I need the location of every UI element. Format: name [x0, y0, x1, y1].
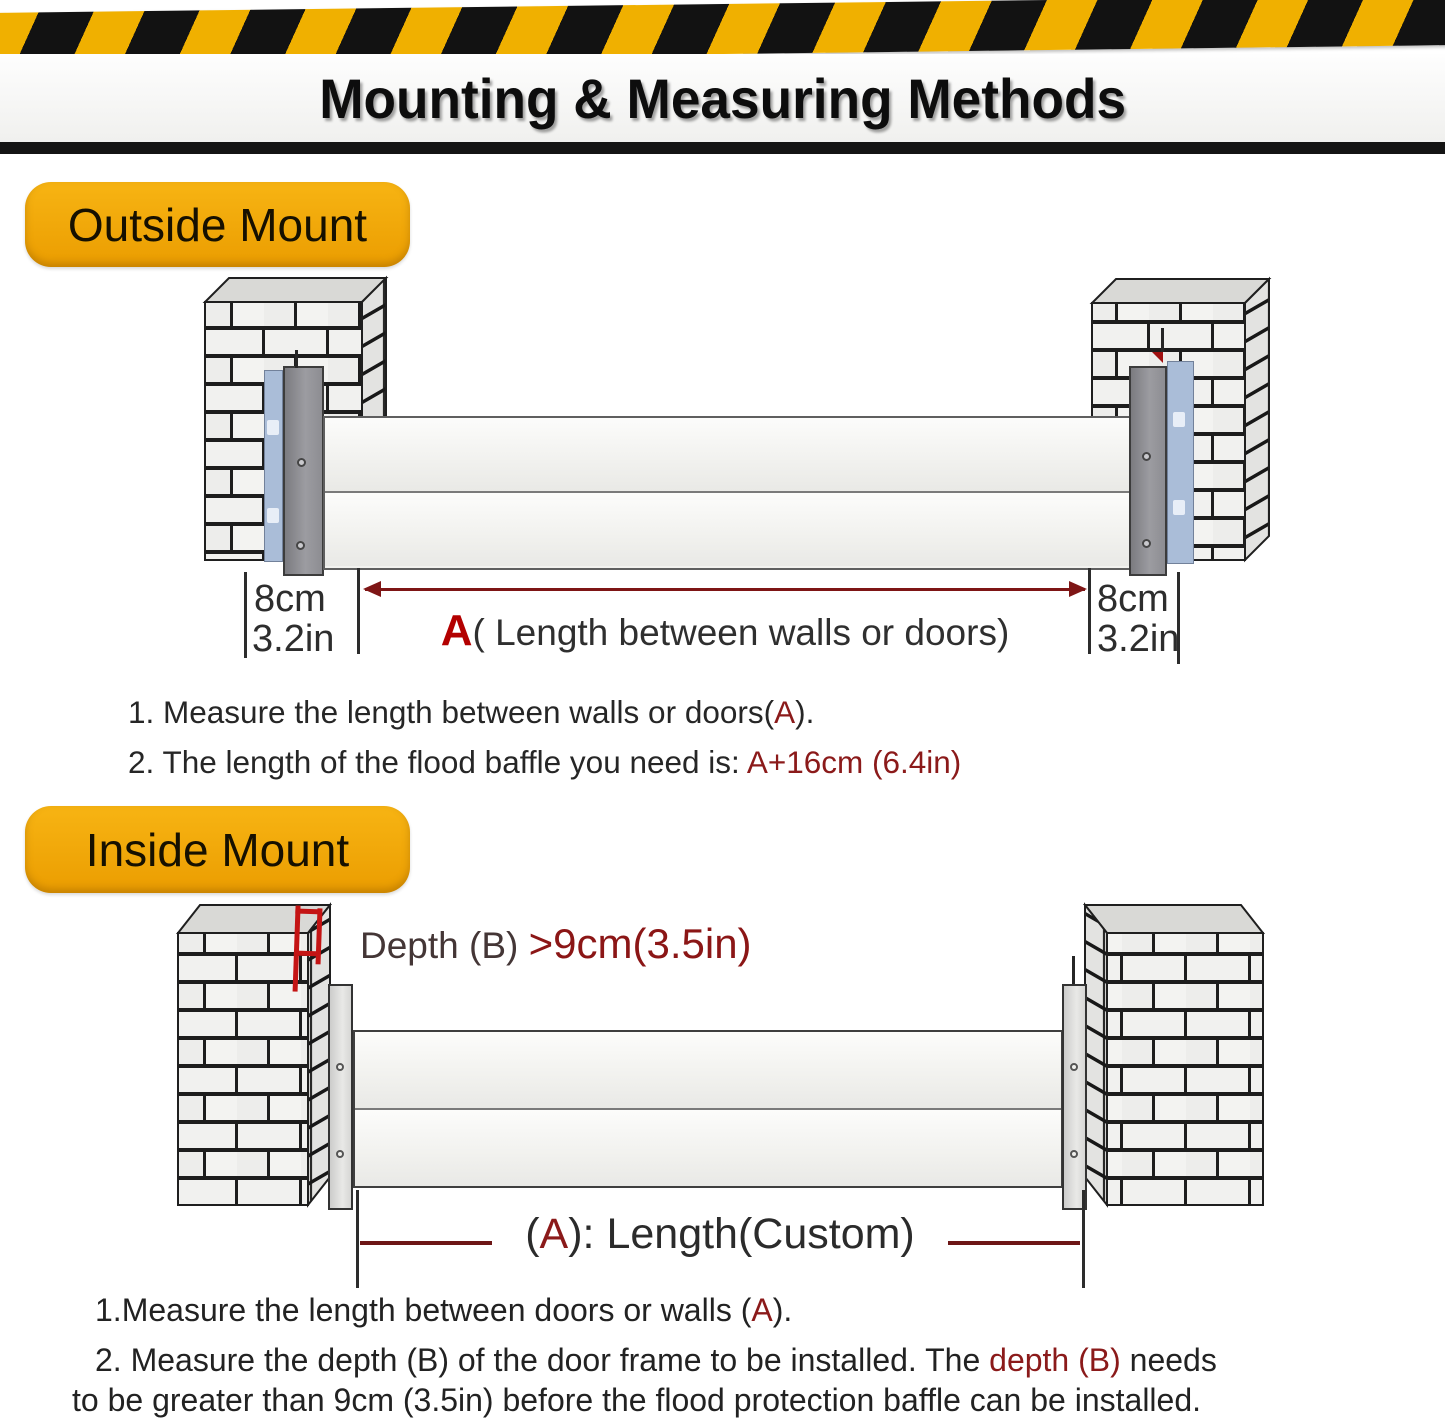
screw-hole [1070, 1150, 1078, 1158]
depth-bracket-icon [292, 906, 325, 997]
inside-mount-badge: Inside Mount [25, 806, 410, 893]
barrier-panel-top [325, 418, 1132, 493]
outside-step-1 [128, 694, 814, 731]
red-marker-icon [1152, 352, 1163, 363]
pillar-top-face [1085, 905, 1263, 933]
pillar-side-face [1085, 905, 1107, 1205]
seal-spot [1173, 412, 1185, 427]
pillar-top-face [205, 278, 386, 302]
step-em: A+16cm (6.4in) [746, 744, 962, 780]
length-dimension-label [365, 606, 1085, 656]
pillar-front-face [178, 933, 308, 1205]
pillar-front-face [1107, 933, 1263, 1205]
screw-hole [336, 1150, 344, 1158]
inside-step-1 [95, 1292, 792, 1329]
screw-hole [1070, 1063, 1078, 1071]
right-offset-cm: 8cm [1097, 578, 1169, 620]
flood-barrier-panels [353, 1030, 1063, 1188]
inside-step-2 [95, 1342, 1217, 1379]
left-seal-strip [264, 370, 283, 562]
length-label-em: A [440, 606, 473, 655]
seal-spot [267, 420, 279, 435]
length-em: A [539, 1210, 569, 1258]
dimension-tick [356, 1190, 359, 1288]
step-text: 2. The length of the flood baffle you need is: [128, 744, 747, 780]
screw-hole [297, 458, 306, 467]
left-mount-channel [328, 984, 353, 1210]
step-em: depth (B) [989, 1342, 1121, 1378]
step-text: ). [795, 694, 815, 730]
dimension-tick [1082, 1190, 1085, 1288]
channel-pin [295, 350, 298, 368]
channel-pin [1161, 328, 1164, 352]
screw-hole [296, 541, 305, 550]
bracket-rung [295, 909, 321, 915]
right-mount-channel [1062, 984, 1087, 1210]
depth-callout [360, 920, 752, 968]
left-offset-in: 3.2in [252, 618, 335, 660]
length-pre: ( [525, 1210, 540, 1258]
channel-pin [1072, 956, 1075, 984]
barrier-panel-bottom [325, 493, 1132, 566]
inside-step-2-continued: to be greater than 9cm (3.5in) before the flood protection baffle can be installed. [72, 1382, 1202, 1418]
title-divider-bar [0, 142, 1445, 154]
pillar-top-face [1092, 279, 1269, 303]
length-post: ): Length(Custom) [568, 1210, 915, 1258]
right-offset-in: 3.2in [1097, 618, 1180, 660]
flood-barrier-panels [323, 416, 1134, 570]
step-em: A [751, 1292, 773, 1328]
pillar-side-face [1245, 279, 1269, 560]
length-dimension-arrow [365, 588, 1085, 591]
page-title: Mounting & Measuring Methods [319, 66, 1126, 130]
length-label-text: ( Length between walls or doors) [472, 612, 1010, 653]
step-text: 2. Measure the depth (B) of the door frame to be installed. The [95, 1342, 990, 1378]
seal-spot [1173, 500, 1185, 515]
dimension-tick [244, 572, 247, 658]
barrier-panel-bottom [355, 1110, 1061, 1186]
inside-right-brick-pillar [1058, 898, 1270, 1210]
bracket-rung [294, 950, 320, 956]
step-text: needs [1120, 1342, 1217, 1378]
right-seal-strip [1167, 361, 1194, 564]
step-em: A [774, 694, 796, 730]
outside-step-2 [128, 744, 961, 781]
step-text: 1. Measure the length between walls or doors( [128, 694, 775, 730]
screw-hole [1142, 539, 1151, 548]
seal-spot [267, 508, 279, 523]
step-text: ). [772, 1292, 793, 1328]
screw-hole [336, 1063, 344, 1071]
step-text: 1.Measure the length between doors or walls ( [95, 1292, 752, 1328]
custom-length-label [460, 1210, 980, 1259]
barrier-panel-top [355, 1032, 1061, 1110]
dimension-tick [1088, 568, 1091, 654]
left-offset-cm: 8cm [254, 578, 326, 620]
depth-value-text: >9cm(3.5in) [528, 920, 752, 967]
depth-label-text: Depth (B) [360, 925, 529, 966]
outside-mount-badge: Outside Mount [25, 182, 410, 267]
screw-hole [1142, 452, 1151, 461]
dimension-tick [357, 568, 360, 654]
title-bar [0, 54, 1445, 142]
